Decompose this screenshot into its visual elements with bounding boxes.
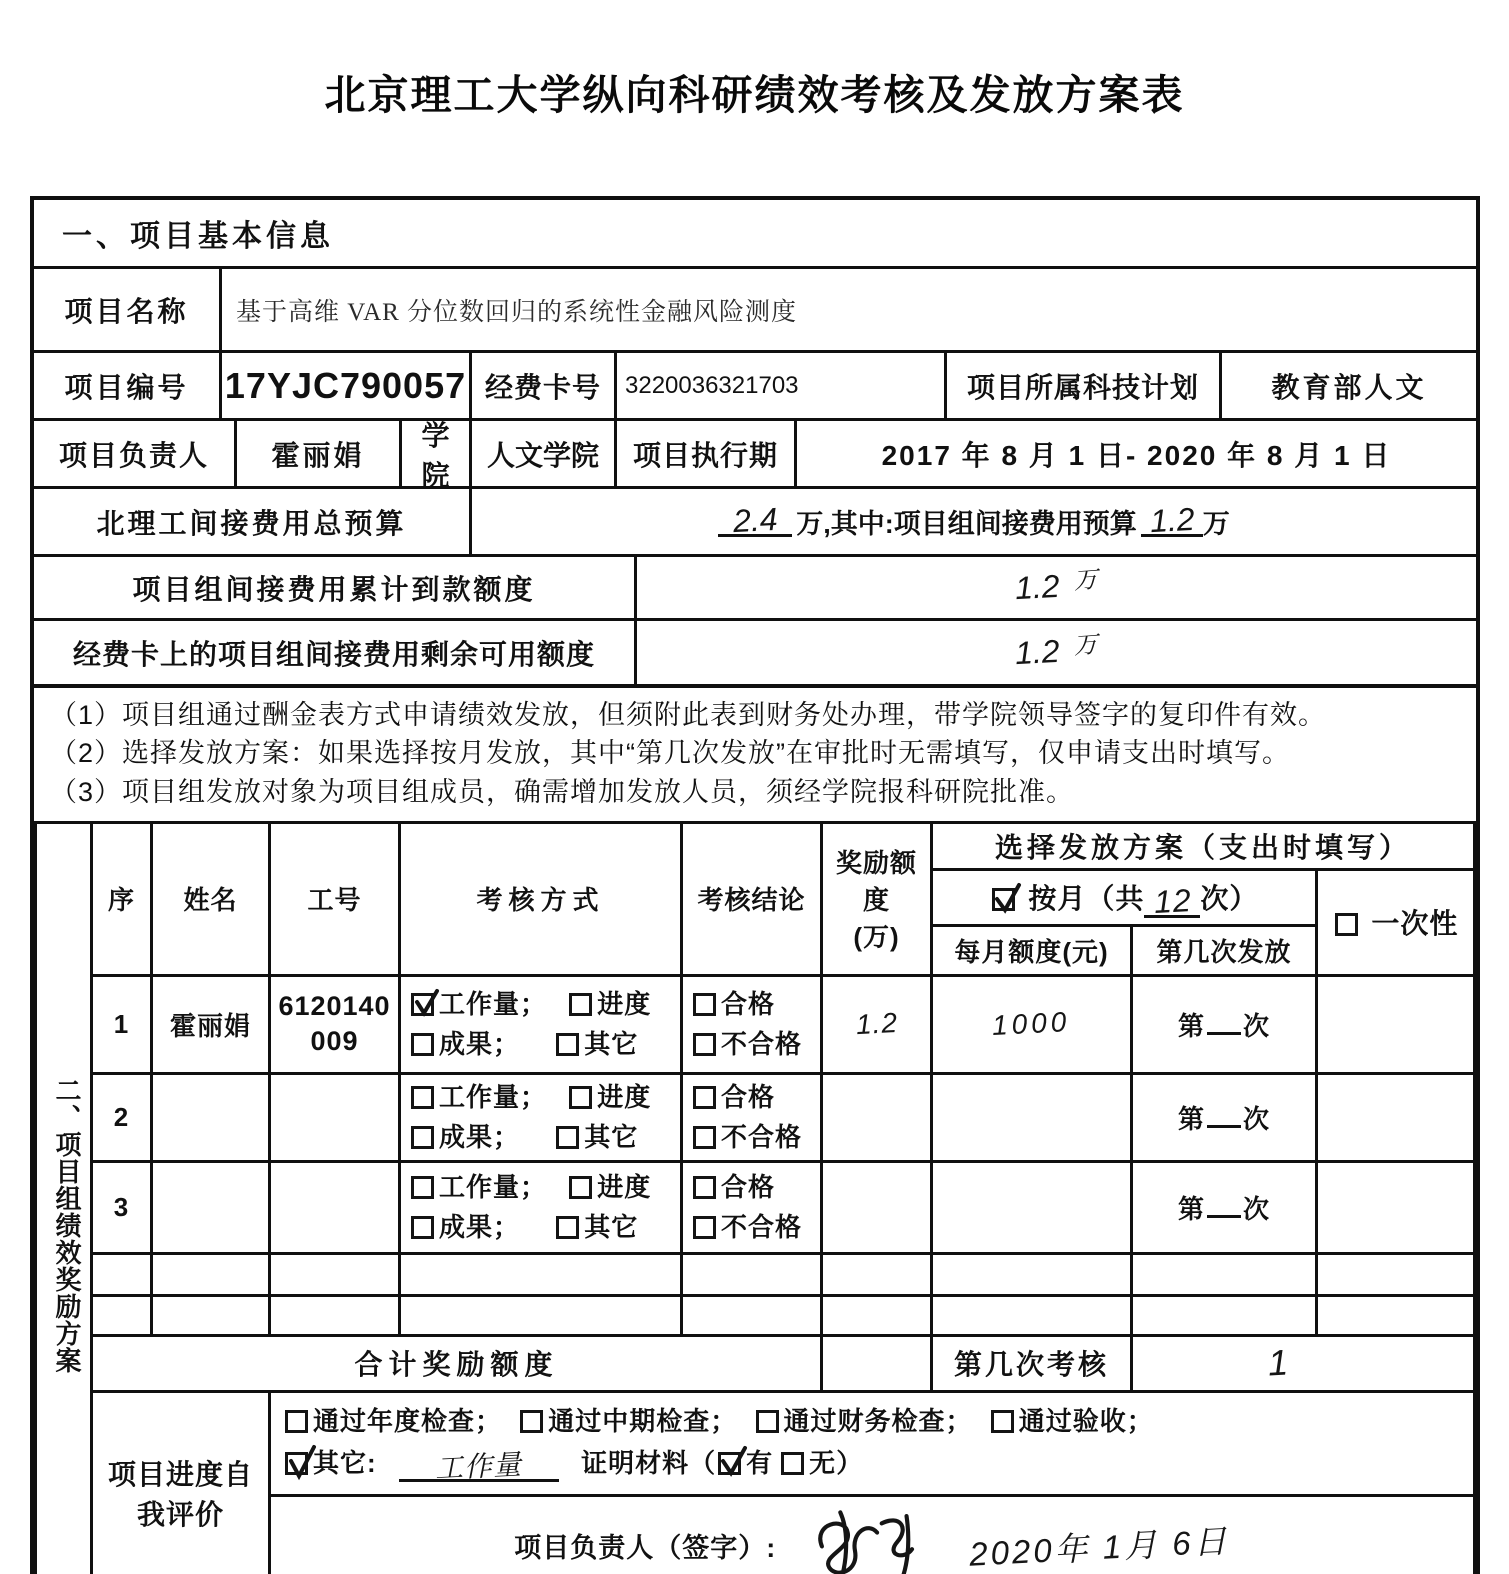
row1-monthly-handwritten: 1000	[991, 1006, 1072, 1042]
acceptance-label: 通过验收；	[1018, 1406, 1154, 1437]
nth-suffix: 次	[1243, 1193, 1271, 1224]
row5-once-cell	[1317, 1295, 1475, 1335]
row4-seq	[92, 1253, 152, 1295]
row3-other-checkbox[interactable]	[556, 1216, 579, 1239]
row5-result-cell	[682, 1295, 822, 1335]
pass-label: 合格	[721, 1081, 776, 1112]
total-reward-label: 合计奖励额度	[92, 1335, 822, 1391]
row1-fail-checkbox[interactable]	[693, 1033, 716, 1056]
project-name-row	[34, 266, 1476, 350]
row3-pass-checkbox[interactable]	[693, 1176, 716, 1199]
member-row-4	[36, 1253, 1475, 1295]
row3-seq: 3	[92, 1161, 152, 1253]
note-1: （1）项目组通过酬金表方式申请绩效发放，但须附此表到财务处办理，带学院领导签字的复印件有效。	[50, 700, 1327, 730]
row5-nth-cell	[1132, 1295, 1317, 1335]
college-label: 学院	[399, 421, 469, 486]
fail-label: 不合格	[721, 1029, 803, 1060]
monthly-times-handwritten: 12	[1152, 881, 1193, 920]
check-mark-icon	[284, 1443, 320, 1483]
check-mark-icon	[410, 984, 442, 1018]
row4-name	[152, 1253, 270, 1295]
pass-label: 合格	[721, 989, 776, 1020]
remaining-cell[interactable]	[634, 621, 1476, 684]
form-title: 北京理工大学纵向科研绩效考核及发放方案表	[324, 72, 1185, 118]
row5-name	[152, 1295, 270, 1335]
nth-prefix: 第	[1177, 1193, 1205, 1224]
sign-date-handwritten: 2020年 1月 6日	[968, 1521, 1231, 1573]
col-header-id: 工号	[270, 822, 400, 975]
group-budget-handwritten: 1.2	[1148, 500, 1195, 539]
row1-progress-checkbox[interactable]	[569, 993, 592, 1016]
row1-monthly-cell[interactable]	[932, 975, 1132, 1073]
nth-blank	[1207, 1211, 1241, 1218]
period-label: 项目执行期	[614, 421, 794, 486]
remaining-unit-handwritten: 万	[1072, 631, 1099, 660]
workload-label: 工作量；	[439, 1081, 548, 1112]
nth-suffix: 次	[1243, 1103, 1271, 1134]
col-header-nth: 第几次发放	[1132, 925, 1317, 975]
row2-nth-cell[interactable]	[1132, 1073, 1317, 1161]
proof-yes-label: 有	[746, 1448, 774, 1479]
row2-reward-cell[interactable]	[822, 1073, 932, 1161]
section1-title: 一、项目基本信息	[62, 220, 334, 253]
row2-workload-checkbox[interactable]	[411, 1086, 434, 1109]
indirect-budget-row	[34, 486, 1476, 554]
col-header-reward	[822, 822, 932, 975]
check-mark-icon	[991, 879, 1025, 915]
midterm-check-checkbox[interactable]	[520, 1410, 543, 1433]
row4-monthly-cell	[932, 1253, 1132, 1295]
row1-nth-cell[interactable]	[1132, 975, 1317, 1073]
nth-blank	[1207, 1121, 1241, 1128]
row3-progress-checkbox[interactable]	[569, 1176, 592, 1199]
plan-label: 项目所属科技计划	[944, 353, 1219, 418]
col-header-reward-text: 奖励额度	[835, 848, 917, 916]
row2-pass-checkbox[interactable]	[693, 1086, 716, 1109]
leader-row	[34, 418, 1476, 491]
progress-label: 进度	[597, 989, 652, 1020]
monthly-times-blank[interactable]	[1144, 881, 1200, 920]
member-row-3	[36, 1161, 1475, 1253]
row3-method-cell	[400, 1161, 682, 1253]
row1-reward-handwritten: 1.2	[854, 1007, 899, 1041]
remaining-amount-row	[34, 618, 1476, 684]
progress-label: 进度	[597, 1081, 652, 1112]
eval-other-label: 其它:	[313, 1448, 377, 1479]
col-header-reward-unit: (万)	[853, 922, 900, 953]
section1-header	[34, 200, 1476, 266]
row3-reward-cell[interactable]	[822, 1161, 932, 1253]
proof-no-checkbox[interactable]	[781, 1452, 804, 1475]
fund-card-label: 经费卡号	[469, 353, 614, 418]
eval-other-blank[interactable]	[399, 1448, 559, 1485]
note-2: （2）选择发放方案：如果选择按月发放，其中“第几次发放”在审批时无需填写，仅申请支出时填写。	[50, 738, 1290, 769]
proof-yes-checkbox[interactable]	[718, 1452, 741, 1475]
nth-suffix: 次	[1243, 1010, 1271, 1041]
remaining-label: 经费卡上的项目组间接费用剩余可用额度	[72, 638, 595, 670]
row2-employee-id	[270, 1073, 400, 1161]
group-budget-blank[interactable]	[1141, 500, 1203, 539]
col-header-result: 考核结论	[682, 822, 822, 975]
row4-once-cell	[1317, 1253, 1475, 1295]
arrived-amount-row	[34, 554, 1476, 618]
notes-block	[34, 684, 1476, 821]
self-eval-label: 项目进度自我评价	[92, 1391, 270, 1574]
row4-method-cell	[400, 1253, 682, 1295]
row5-monthly-cell	[932, 1295, 1132, 1335]
annual-check-checkbox[interactable]	[285, 1410, 308, 1433]
row2-seq: 2	[92, 1073, 152, 1161]
row5-reward-cell	[822, 1295, 932, 1335]
plan-value: 教育部人文	[1219, 353, 1476, 418]
row2-name	[152, 1073, 270, 1161]
monthly-option-cell	[932, 869, 1317, 925]
row1-reward-cell[interactable]	[822, 975, 932, 1073]
indirect-budget-mid-text: 万,其中:项目组间接费用预算	[796, 509, 1137, 539]
row1-seq: 1	[92, 975, 152, 1073]
member-row-1	[36, 975, 1475, 1073]
notes-text	[34, 688, 1342, 821]
indirect-budget-cell	[469, 489, 1476, 554]
row3-result-cell	[682, 1161, 822, 1253]
row3-once-cell	[1317, 1161, 1475, 1253]
row2-once-cell	[1317, 1073, 1475, 1161]
row5-method-cell	[400, 1295, 682, 1335]
nth-blank	[1207, 1028, 1241, 1035]
row1-once-cell	[1317, 975, 1475, 1073]
midterm-check-label: 通过中期检查；	[548, 1406, 738, 1437]
project-name-value: 基于高维 VAR 分位数回归的系统性金融风险测度	[236, 298, 798, 326]
leader-label: 项目负责人	[58, 439, 209, 471]
fail-label: 不合格	[721, 1122, 803, 1153]
row1-workload-checkbox[interactable]	[411, 993, 434, 1016]
signature-cell	[270, 1495, 1475, 1574]
row1-pass-checkbox[interactable]	[693, 993, 716, 1016]
monthly-label: 按月（共	[1028, 882, 1145, 914]
section2-side-label: 二、项目组绩效奖励方案	[36, 822, 92, 1574]
period-value: 2017 年 8 月 1 日- 2020 年 8 月 1 日	[794, 421, 1476, 486]
pass-label: 合格	[721, 1171, 776, 1202]
achievement-label: 成果；	[439, 1029, 521, 1060]
row4-result-cell	[682, 1253, 822, 1295]
self-eval-row	[36, 1391, 1475, 1495]
proof-label: 证明材料（	[581, 1448, 717, 1479]
self-eval-cell	[270, 1391, 1475, 1495]
nth-prefix: 第	[1177, 1010, 1205, 1041]
member-row-2	[36, 1073, 1475, 1161]
eval-other-handwritten: 工作量	[434, 1448, 524, 1485]
total-reward-value[interactable]	[822, 1335, 932, 1391]
row3-fail-checkbox[interactable]	[693, 1216, 716, 1239]
signature-scribble	[790, 1505, 955, 1574]
nth-prefix: 第	[1177, 1103, 1205, 1134]
row2-progress-checkbox[interactable]	[569, 1086, 592, 1109]
row5-seq	[92, 1295, 152, 1335]
form-table	[30, 196, 1480, 1574]
arrived-label: 项目组间接费用累计到款额度	[132, 573, 536, 605]
project-no-label: 项目编号	[64, 371, 189, 403]
fund-card-value: 3220036321703	[614, 353, 944, 418]
proof-no-label: 无	[809, 1448, 837, 1479]
project-name-label: 项目名称	[64, 295, 189, 327]
achievement-label: 成果；	[439, 1122, 521, 1153]
note-3: （3）项目组发放对象为项目组成员，确需增加发放人员，须经学院报科研院批准。	[50, 776, 1075, 807]
once-label: 一次性	[1371, 908, 1459, 940]
progress-label: 进度	[597, 1171, 652, 1202]
arrived-handwritten: 1.2	[1014, 567, 1061, 607]
nth-assess-handwritten: 1	[1266, 1341, 1291, 1384]
indirect-budget-blank[interactable]	[718, 500, 792, 539]
proof-close: ）	[836, 1448, 864, 1479]
sign-label: 项目负责人（签字）:	[514, 1532, 777, 1563]
other-label: 其它	[584, 1122, 639, 1153]
row2-fail-checkbox[interactable]	[693, 1126, 716, 1149]
col-header-name: 姓名	[152, 822, 270, 975]
eval-other-checkbox[interactable]	[285, 1452, 308, 1475]
college-value: 人文学院	[469, 421, 614, 486]
row2-other-checkbox[interactable]	[556, 1126, 579, 1149]
row2-monthly-cell[interactable]	[932, 1073, 1132, 1161]
row2-result-cell	[682, 1073, 822, 1161]
project-no-value: 17YJC790057	[219, 353, 469, 418]
indirect-budget-label: 北理工间接费用总预算	[96, 507, 407, 539]
row4-employee-id	[270, 1253, 400, 1295]
arrived-unit-handwritten: 万	[1072, 566, 1099, 595]
arrived-cell[interactable]	[634, 557, 1476, 618]
row3-employee-id	[270, 1161, 400, 1253]
row3-achievement-checkbox[interactable]	[411, 1216, 434, 1239]
row4-nth-cell	[1132, 1253, 1317, 1295]
finance-check-label: 通过财务检查；	[783, 1406, 973, 1437]
member-row-5	[36, 1295, 1475, 1335]
row3-nth-cell[interactable]	[1132, 1161, 1317, 1253]
acceptance-checkbox[interactable]	[991, 1410, 1014, 1433]
row1-employee-id: 6120140009	[270, 975, 400, 1073]
row1-name: 霍丽娟	[152, 975, 270, 1073]
indirect-budget-handwritten: 2.4	[732, 500, 779, 539]
row1-achievement-checkbox[interactable]	[411, 1033, 434, 1056]
row3-name	[152, 1161, 270, 1253]
col-header-method: 考核方式	[400, 822, 682, 975]
once-checkbox[interactable]	[1335, 913, 1358, 936]
remaining-handwritten: 1.2	[1014, 632, 1061, 672]
row1-other-checkbox[interactable]	[556, 1033, 579, 1056]
row3-workload-checkbox[interactable]	[411, 1176, 434, 1199]
row2-achievement-checkbox[interactable]	[411, 1126, 434, 1149]
project-number-row	[34, 350, 1476, 418]
col-header-monthly-amount: 每月额度(元)	[932, 925, 1132, 975]
other-label: 其它	[584, 1029, 639, 1060]
row5-employee-id	[270, 1295, 400, 1335]
indirect-budget-unit: 万	[1202, 509, 1230, 539]
finance-check-checkbox[interactable]	[756, 1410, 779, 1433]
workload-label: 工作量；	[439, 989, 548, 1020]
achievement-label: 成果；	[439, 1212, 521, 1243]
row1-method-cell	[400, 975, 682, 1073]
col-header-seq: 序	[92, 822, 152, 975]
other-label: 其它	[584, 1212, 639, 1243]
row2-method-cell	[400, 1073, 682, 1161]
choose-plan-header: 选择发放方案（支出时填写）	[932, 822, 1475, 869]
row4-reward-cell	[822, 1253, 932, 1295]
nth-assess-cell[interactable]	[1132, 1335, 1475, 1391]
total-row	[36, 1335, 1475, 1391]
leader-value: 霍丽娟	[234, 421, 399, 486]
annual-check-label: 通过年度检查；	[313, 1406, 503, 1437]
row1-result-cell	[682, 975, 822, 1073]
monthly-checkbox[interactable]	[992, 888, 1015, 911]
check-mark-icon	[717, 1443, 751, 1479]
once-option-cell	[1317, 869, 1475, 975]
workload-label: 工作量；	[439, 1171, 548, 1202]
nth-assess-label: 第几次考核	[932, 1335, 1132, 1391]
project-name-cell	[219, 269, 1476, 350]
performance-plan-table	[34, 821, 1476, 1574]
fail-label: 不合格	[721, 1212, 803, 1243]
row3-monthly-cell[interactable]	[932, 1161, 1132, 1253]
monthly-suffix: 次）	[1200, 882, 1259, 914]
